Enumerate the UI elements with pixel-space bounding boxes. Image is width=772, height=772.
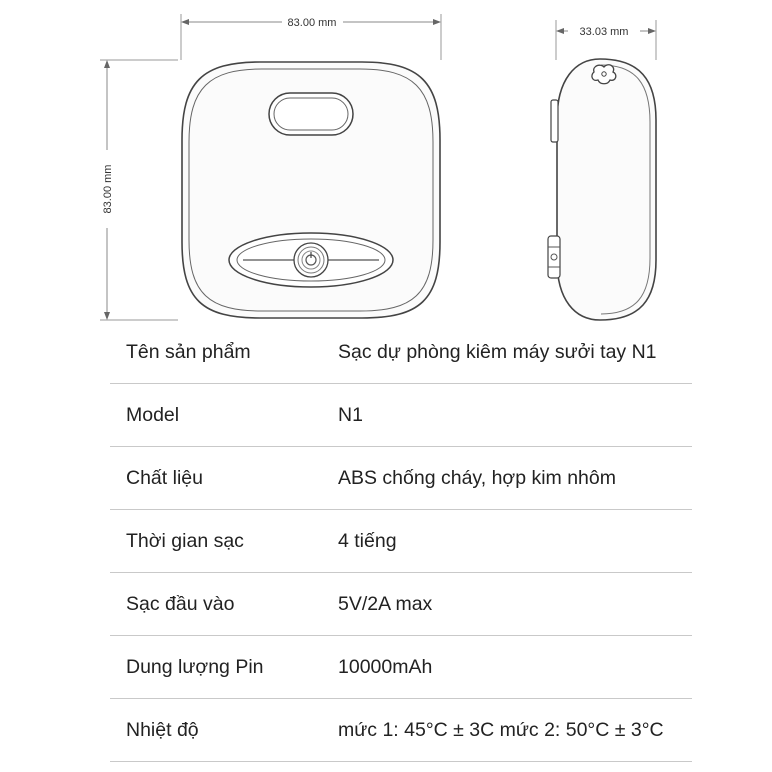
power-button-icon — [294, 243, 328, 277]
spec-value: Sạc dự phòng kiêm máy sưởi tay N1 — [338, 341, 657, 363]
spec-value: N1 — [338, 404, 363, 426]
spec-value: mức 1: 45°C ± 3C mức 2: 50°C ± 3°C — [338, 719, 664, 741]
side-port — [548, 236, 560, 278]
side-thickness-label: 33.03 mm — [579, 26, 629, 38]
spec-row — [110, 510, 692, 573]
spec-row — [110, 636, 692, 699]
spec-label: Sạc đầu vào — [126, 593, 235, 615]
spec-label: Dung lượng Pin — [126, 656, 264, 678]
spec-row — [110, 573, 692, 636]
side-switch — [551, 100, 558, 142]
front-height-label: 83.00 mm — [102, 164, 114, 214]
spec-row — [110, 384, 692, 447]
spec-value: ABS chống cháy, hợp kim nhôm — [338, 467, 616, 489]
spec-value: 5V/2A max — [338, 593, 433, 615]
logo-icon — [592, 65, 616, 84]
spec-value: 4 tiếng — [338, 530, 397, 552]
spec-row — [110, 321, 692, 384]
front-width-label: 83.00 mm — [287, 17, 337, 29]
front-view — [100, 14, 441, 320]
spec-label: Chất liệu — [126, 467, 203, 489]
spec-label: Tên sản phẩm — [126, 341, 251, 363]
spec-row — [110, 699, 692, 762]
spec-value: 10000mAh — [338, 656, 433, 678]
spec-row — [110, 447, 692, 510]
device-side-outline — [557, 59, 656, 320]
spec-label: Nhiệt độ — [126, 719, 199, 741]
spec-table — [110, 321, 692, 762]
product-dimension-drawing — [0, 0, 772, 330]
spec-label: Thời gian sạc — [126, 530, 244, 552]
top-pill-button — [269, 93, 353, 135]
side-view — [548, 20, 656, 320]
spec-label: Model — [126, 404, 180, 426]
